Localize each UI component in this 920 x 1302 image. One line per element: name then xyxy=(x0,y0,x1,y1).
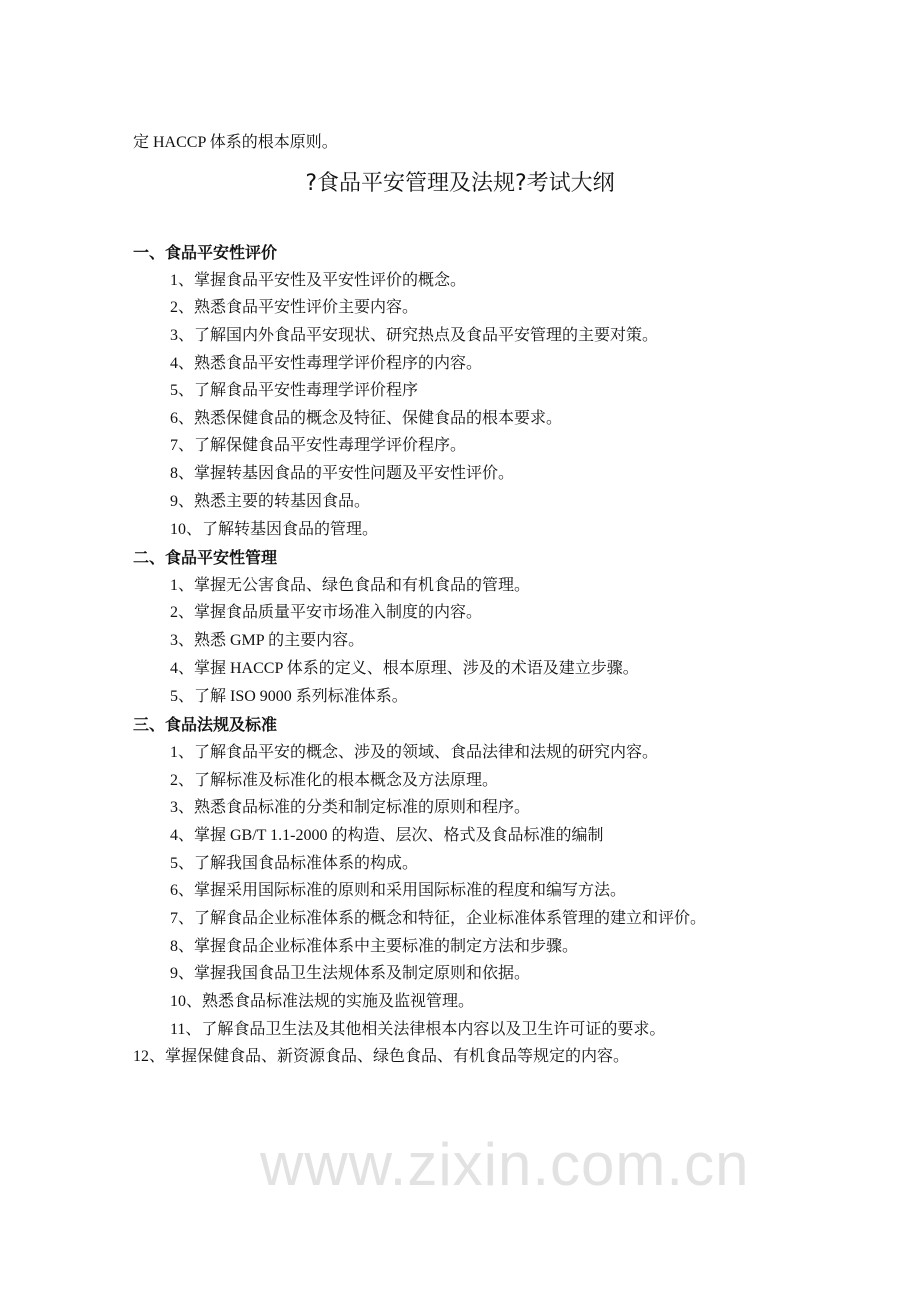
watermark: www.zixin.com.cn xyxy=(260,1131,750,1198)
list-item: 3、熟悉食品标准的分类和制定标准的原则和程序。 xyxy=(170,799,531,816)
list-item: 8、掌握食品企业标准体系中主要标准的制定方法和步骤。 xyxy=(170,938,579,955)
list-item: 6、熟悉保健食品的概念及特征、保健食品的根本要求。 xyxy=(170,410,563,427)
list-item: 10、了解转基因食品的管理。 xyxy=(170,521,379,538)
list-item: 2、熟悉食品平安性评价主要内容。 xyxy=(170,299,419,316)
section-heading: 三、食品法规及标准 xyxy=(133,715,278,734)
continuation-text: 定 HACCP 体系的根本原则。 xyxy=(133,134,338,151)
list-item: 7、了解保健食品平安性毒理学评价程序。 xyxy=(170,437,467,454)
list-item: 1、了解食品平安的概念、涉及的领域、食品法律和法规的研究内容。 xyxy=(170,744,659,761)
section-heading: 一、食品平安性评价 xyxy=(133,243,278,262)
list-item: 2、了解标准及标准化的根本概念及方法原理。 xyxy=(170,772,499,789)
list-item: 7、了解食品企业标准体系的概念和特征，企业标准体系管理的建立和评价。 xyxy=(170,910,707,927)
list-item: 10、熟悉食品标准法规的实施及监视管理。 xyxy=(170,993,475,1010)
list-item: 1、掌握食品平安性及平安性评价的概念。 xyxy=(170,272,467,289)
list-item: 6、掌握采用国际标准的原则和采用国际标准的程度和编写方法。 xyxy=(170,882,627,899)
list-item: 2、掌握食品质量平安市场准入制度的内容。 xyxy=(170,604,483,621)
list-item: 3、熟悉 GMP 的主要内容。 xyxy=(170,632,365,649)
section-heading: 二、食品平安性管理 xyxy=(133,548,278,567)
list-item: 4、掌握 GB/T 1.1-2000 的构造、层次、格式及食品标准的编制 xyxy=(170,827,604,844)
list-item: 5、了解食品平安性毒理学评价程序 xyxy=(170,382,419,399)
list-item: 5、了解我国食品标准体系的构成。 xyxy=(170,855,419,872)
list-item: 1、掌握无公害食品、绿色食品和有机食品的管理。 xyxy=(170,577,531,594)
document-title: ?食品平安管理及法规?考试大纲 xyxy=(305,171,615,196)
list-item: 4、掌握 HACCP 体系的定义、根本原理、涉及的术语及建立步骤。 xyxy=(170,660,639,677)
list-item: 9、熟悉主要的转基因食品。 xyxy=(170,493,371,510)
list-item: 12、掌握保健食品、新资源食品、绿色食品、有机食品等规定的内容。 xyxy=(133,1048,630,1065)
list-item: 11、了解食品卫生法及其他相关法律根本内容以及卫生许可证的要求。 xyxy=(170,1021,666,1038)
list-item: 4、熟悉食品平安性毒理学评价程序的内容。 xyxy=(170,355,483,372)
list-item: 5、了解 ISO 9000 系列标准体系。 xyxy=(170,688,408,705)
list-item: 8、掌握转基因食品的平安性问题及平安性评价。 xyxy=(170,465,515,482)
list-item: 9、掌握我国食品卫生法规体系及制定原则和依据。 xyxy=(170,965,531,982)
list-item: 3、了解国内外食品平安现状、研究热点及食品平安管理的主要对策。 xyxy=(170,327,659,344)
